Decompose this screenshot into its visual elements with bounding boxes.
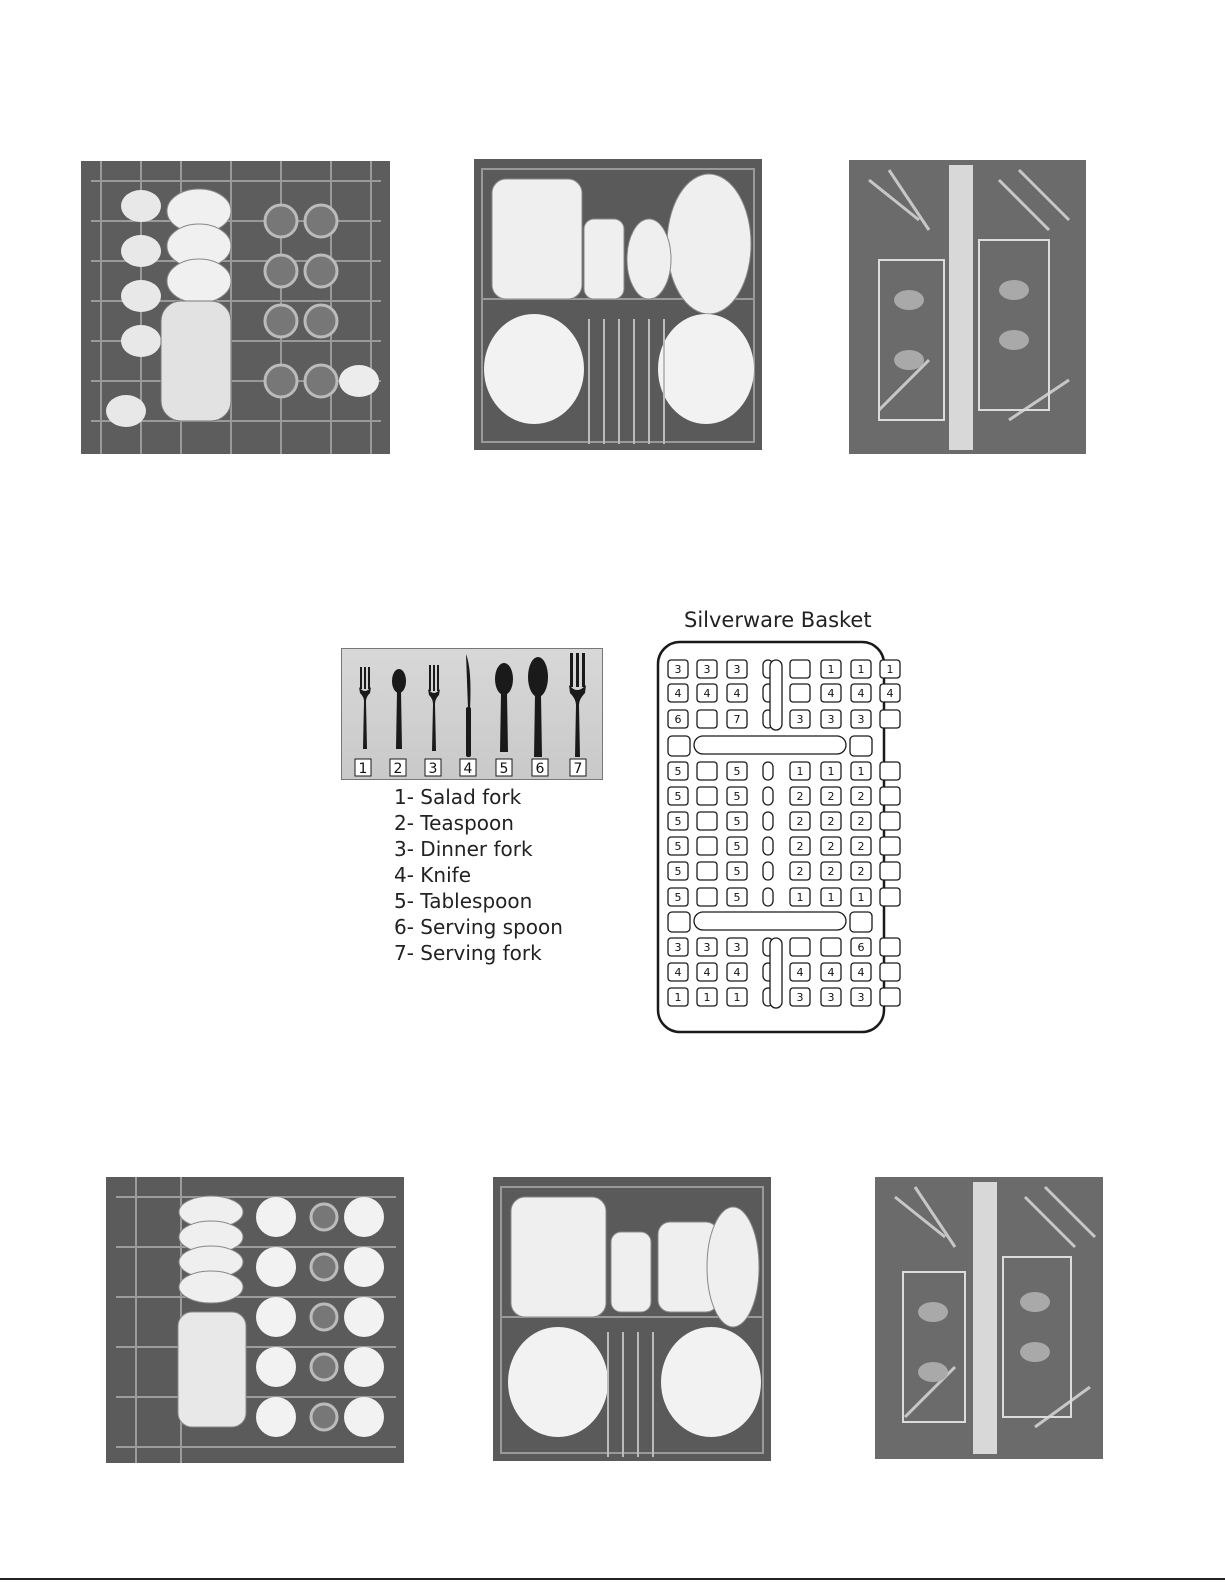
- legend-item: 1- Salad fork: [394, 785, 522, 809]
- legend-item: 3- Dinner fork: [394, 837, 533, 861]
- basket-compartment: [880, 812, 900, 830]
- compartment-number: 5: [674, 840, 682, 853]
- compartment-number: 6: [674, 713, 682, 726]
- cutlery-legend: [394, 784, 563, 966]
- compartment-number: 2: [796, 840, 804, 853]
- compartment-number: 3: [733, 663, 741, 676]
- compartment-number: 3: [796, 991, 804, 1004]
- legend-item: 2- Teaspoon: [394, 811, 514, 835]
- basket-compartment: [668, 912, 690, 932]
- cutlery-number: 5: [499, 761, 509, 777]
- basket-compartment: [880, 787, 900, 805]
- compartment-number: 3: [857, 713, 865, 726]
- basket-compartment: [790, 684, 810, 702]
- legend-item: 5- Tablespoon: [394, 889, 533, 913]
- basket-title: Silverware Basket: [684, 608, 872, 632]
- basket-compartment: [697, 812, 717, 830]
- legend-item: 7- Serving fork: [394, 941, 542, 965]
- basket-compartment: [697, 710, 717, 728]
- compartment-number: 1: [827, 891, 835, 904]
- compartment-number: 1: [827, 765, 835, 778]
- compartment-number: 5: [733, 765, 741, 778]
- compartment-number: 4: [827, 687, 835, 700]
- lower-rack-photo-2: [493, 1177, 771, 1461]
- basket-compartment: [880, 837, 900, 855]
- compartment-number: 5: [733, 891, 741, 904]
- compartment-number: 4: [733, 966, 741, 979]
- basket-compartment: [880, 938, 900, 956]
- compartment-number: 1: [796, 765, 804, 778]
- cutlery-number: 6: [535, 761, 545, 777]
- basket-compartment: [668, 736, 690, 756]
- cutlery-strip: [341, 648, 603, 780]
- lower-rack-image: [474, 159, 762, 450]
- compartment-number: 2: [827, 815, 835, 828]
- basket-compartment: [763, 762, 773, 780]
- knife-icon: [466, 654, 471, 757]
- page-bottom-rule: [0, 1578, 1225, 1580]
- basket-compartment: [880, 888, 900, 906]
- basket-compartment: [770, 660, 782, 730]
- basket-compartment: [697, 762, 717, 780]
- compartment-number: 3: [703, 941, 711, 954]
- compartment-number: 3: [703, 663, 711, 676]
- cutlery-number: 3: [428, 761, 438, 777]
- compartment-number: 5: [733, 790, 741, 803]
- compartment-number: 2: [857, 815, 865, 828]
- compartment-number: 2: [796, 865, 804, 878]
- basket-compartment: [763, 812, 773, 830]
- compartment-number: 4: [674, 687, 682, 700]
- compartment-number: 5: [733, 865, 741, 878]
- basket-compartment: [850, 736, 872, 756]
- legend-item: 6- Serving spoon: [394, 915, 563, 939]
- cutlery-number: 1: [358, 761, 368, 777]
- basket-compartment: [697, 862, 717, 880]
- compartment-number: 5: [674, 891, 682, 904]
- compartment-number: 2: [857, 840, 865, 853]
- compartment-number: 4: [857, 687, 865, 700]
- compartment-number: 4: [796, 966, 804, 979]
- compartment-number: 2: [796, 790, 804, 803]
- teaspoon-icon: [392, 669, 406, 749]
- compartment-number: 4: [674, 966, 682, 979]
- basket-compartment: [763, 787, 773, 805]
- serving-fork-icon: [569, 653, 586, 757]
- silverware-basket-image: [875, 1177, 1103, 1459]
- compartment-number: 5: [674, 790, 682, 803]
- compartment-number: 1: [857, 765, 865, 778]
- basket-compartment: [880, 988, 900, 1006]
- compartment-number: 5: [674, 815, 682, 828]
- salad-fork-icon: [359, 667, 371, 749]
- basket-outline: [656, 640, 894, 1036]
- cutlery-number: 4: [463, 761, 473, 777]
- basket-compartment: [763, 837, 773, 855]
- basket-compartment: [697, 837, 717, 855]
- basket-compartment: [770, 938, 782, 1008]
- basket-compartment: [790, 660, 810, 678]
- compartment-number: 6: [857, 941, 865, 954]
- lower-rack-image: [493, 1177, 771, 1461]
- basket-compartment: [763, 888, 773, 906]
- compartment-number: 3: [857, 991, 865, 1004]
- legend-item: 4- Knife: [394, 863, 471, 887]
- compartment-number: 4: [827, 966, 835, 979]
- basket-compartment: [697, 787, 717, 805]
- silverware-basket-image: [849, 160, 1086, 454]
- compartment-number: 4: [857, 966, 865, 979]
- basket-compartment: [694, 736, 846, 754]
- compartment-number: 4: [703, 687, 711, 700]
- compartment-number: 1: [857, 663, 865, 676]
- compartment-number: 7: [733, 713, 741, 726]
- compartment-number: 4: [886, 687, 894, 700]
- compartment-number: 3: [674, 941, 682, 954]
- compartment-number: 2: [827, 865, 835, 878]
- compartment-number: 2: [857, 790, 865, 803]
- basket-compartment: [880, 862, 900, 880]
- compartment-number: 3: [674, 663, 682, 676]
- cutlery-strip-drawing: [342, 649, 604, 781]
- compartment-number: 5: [674, 765, 682, 778]
- tablespoon-icon: [495, 663, 513, 752]
- compartment-number: 1: [886, 663, 894, 676]
- compartment-number: 5: [733, 840, 741, 853]
- compartment-number: 4: [733, 687, 741, 700]
- compartment-number: 5: [674, 865, 682, 878]
- basket-compartment: [790, 938, 810, 956]
- compartment-number: 1: [796, 891, 804, 904]
- compartment-number: 1: [827, 663, 835, 676]
- compartment-number: 3: [827, 991, 835, 1004]
- cutlery-number: 7: [573, 761, 583, 777]
- compartment-number: 2: [857, 865, 865, 878]
- compartment-number: 2: [827, 790, 835, 803]
- compartment-number: 4: [703, 966, 711, 979]
- compartment-number: 2: [796, 815, 804, 828]
- basket-compartment: [821, 938, 841, 956]
- compartment-number: 1: [733, 991, 741, 1004]
- basket-compartment: [694, 912, 846, 930]
- compartment-number: 1: [674, 991, 682, 1004]
- basket-compartment: [763, 862, 773, 880]
- basket-compartment: [880, 710, 900, 728]
- silverware-basket-diagram: [656, 640, 894, 1040]
- upper-rack-photo-2: [106, 1177, 404, 1463]
- serving-spoon-icon: [528, 657, 548, 757]
- compartment-number: 5: [733, 815, 741, 828]
- upper-rack-image: [81, 161, 390, 454]
- compartment-number: 2: [827, 840, 835, 853]
- cutlery-number: 2: [393, 761, 403, 777]
- compartment-number: 3: [796, 713, 804, 726]
- basket-compartment: [850, 912, 872, 932]
- compartment-number: 3: [827, 713, 835, 726]
- silverware-basket-photo-2: [875, 1177, 1103, 1459]
- silverware-basket-photo-1: [849, 160, 1086, 454]
- compartment-number: 3: [733, 941, 741, 954]
- upper-rack-image: [106, 1177, 404, 1463]
- compartment-number: 1: [857, 891, 865, 904]
- compartment-number: 1: [703, 991, 711, 1004]
- basket-compartment: [880, 762, 900, 780]
- basket-compartment: [697, 888, 717, 906]
- lower-rack-photo-1: [474, 159, 762, 450]
- dinner-fork-icon: [428, 665, 440, 751]
- upper-rack-photo-1: [81, 161, 390, 454]
- basket-compartment: [880, 963, 900, 981]
